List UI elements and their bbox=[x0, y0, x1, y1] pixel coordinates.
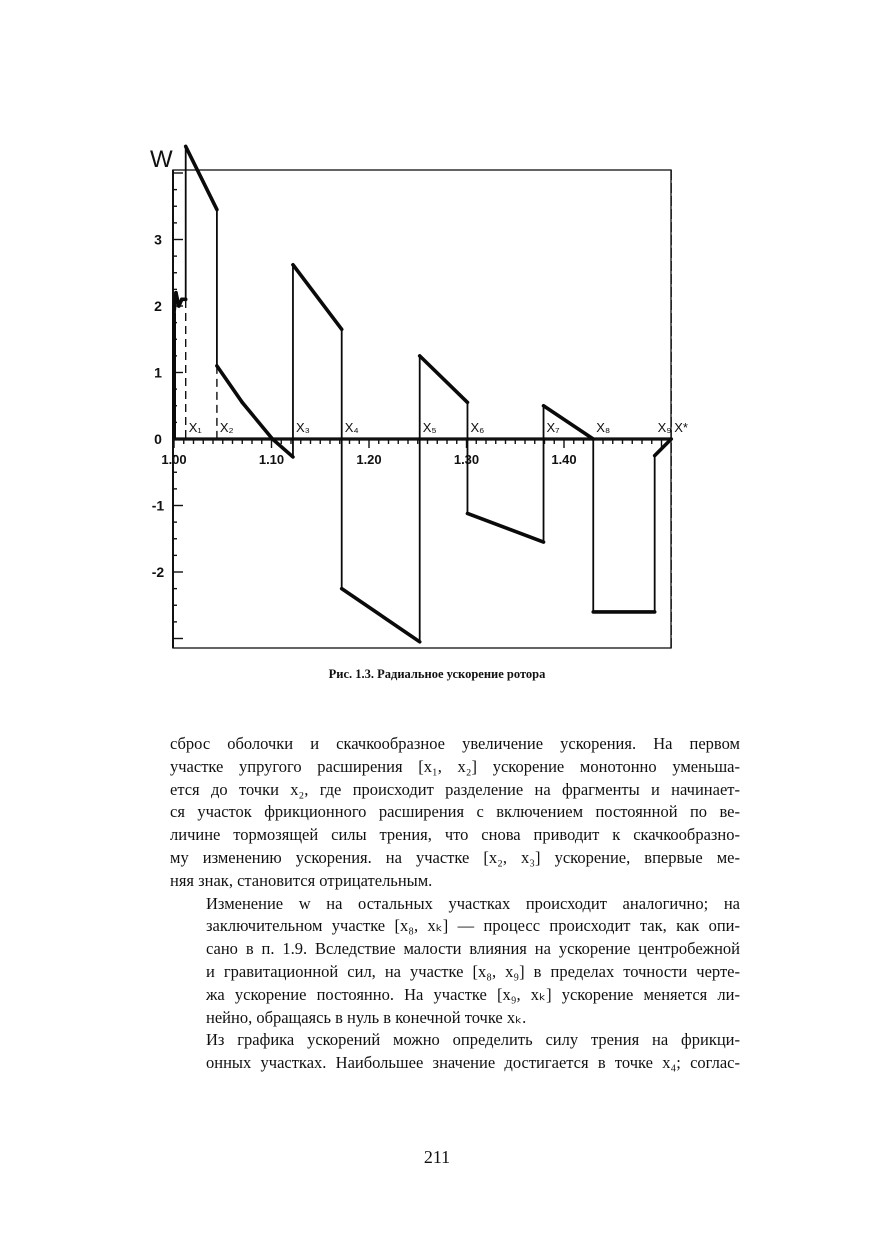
paragraph-3 bbox=[170, 1029, 740, 1075]
y-axis-label: W bbox=[150, 146, 173, 173]
point-marker-label: X₉ bbox=[657, 420, 672, 435]
text-line: участке упругого расширения [x₁, x₂] ускорение монотонно уменьша- bbox=[170, 756, 740, 776]
x-tick-label: 1.30 bbox=[453, 452, 480, 467]
series-segment bbox=[655, 439, 672, 456]
point-marker-label: X₈ bbox=[596, 420, 611, 435]
text-line: няя знак, становится отрицательным. bbox=[170, 870, 433, 890]
figure-caption: Рис. 1.3. Радиальное ускорение ротора bbox=[328, 667, 546, 681]
point-marker-label: X₃ bbox=[295, 420, 310, 435]
series-segment bbox=[342, 589, 420, 642]
y-tick-label: 0 bbox=[154, 431, 162, 447]
series-segment bbox=[293, 265, 342, 330]
text-line: ется до точки x₂, где происходит разделение на фрагменты и начинает- bbox=[170, 779, 740, 799]
series-segment bbox=[467, 513, 543, 542]
text-line: и гравитационной сил, на участке [x₈, x₉] в пределах точности черте- bbox=[206, 961, 740, 981]
text-line: личине тормозящей силы трения, что снова приводит к скачкообразно- bbox=[170, 825, 740, 845]
page-number: 211 bbox=[423, 1147, 451, 1167]
text-line: сброс оболочки и скачкообразное увеличение ускорения. На первом bbox=[170, 734, 740, 753]
x-tick-label: 1.20 bbox=[356, 452, 382, 467]
text-line: Из графика ускорений можно определить силу трения на фрикци- bbox=[206, 1030, 740, 1050]
series-segment bbox=[420, 356, 468, 403]
point-marker-label: X₂ bbox=[219, 420, 234, 435]
paragraph-2 bbox=[170, 893, 740, 1030]
series-lines bbox=[174, 146, 671, 641]
series-segment bbox=[217, 366, 242, 403]
series-segment bbox=[242, 402, 272, 439]
text-line: заключительном участке [x₈, xₖ] — процесс происходит так, как опи- bbox=[206, 916, 740, 936]
point-marker-label: X₇ bbox=[546, 420, 560, 435]
series-segment bbox=[186, 146, 217, 209]
text-line: онных участках. Наибольшее значение достигается в точке x₄; соглас- bbox=[206, 1053, 740, 1073]
y-tick-label: 2 bbox=[154, 298, 162, 314]
x-tick-label: 1.00 bbox=[161, 452, 187, 467]
text-line: Изменение w на остальных участках происходит аналогично; на bbox=[206, 893, 740, 913]
y-tick-label: 3 bbox=[154, 231, 162, 248]
point-marker-label: X₄ bbox=[344, 420, 359, 435]
point-marker-label: X₁ bbox=[188, 420, 202, 435]
y-tick-label: 1 bbox=[154, 364, 162, 381]
point-marker-label: X₆ bbox=[470, 420, 485, 435]
y-tick-label: -1 bbox=[151, 497, 165, 514]
paragraph-1 bbox=[170, 733, 740, 893]
tick-labels bbox=[152, 232, 577, 581]
text-line: му изменению ускорения. на участке [x₂, x₃] ускорение, впервые ме- bbox=[170, 847, 740, 867]
text-line: жа ускорение постоянно. На участке [x₉, xₖ] ускорение меняется ли- bbox=[206, 984, 740, 1004]
body-text bbox=[170, 733, 740, 1075]
text-line: сано в п. 1.9. Вследствие малости влияния на ускорение центробежной bbox=[206, 939, 740, 959]
x-tick-label: 1.40 bbox=[551, 452, 577, 467]
point-markers bbox=[186, 170, 688, 648]
text-line: нейно, обращаясь в нуль в конечной точке xₖ. bbox=[206, 1007, 527, 1027]
point-marker-label: X* bbox=[674, 420, 688, 435]
x-tick-label: 1.10 bbox=[258, 452, 285, 467]
y-tick-label: -2 bbox=[151, 564, 165, 580]
point-marker-label: X₅ bbox=[422, 420, 437, 435]
text-line: ся участок фрикционного расширения с включением постоянной по ве- bbox=[170, 802, 740, 822]
